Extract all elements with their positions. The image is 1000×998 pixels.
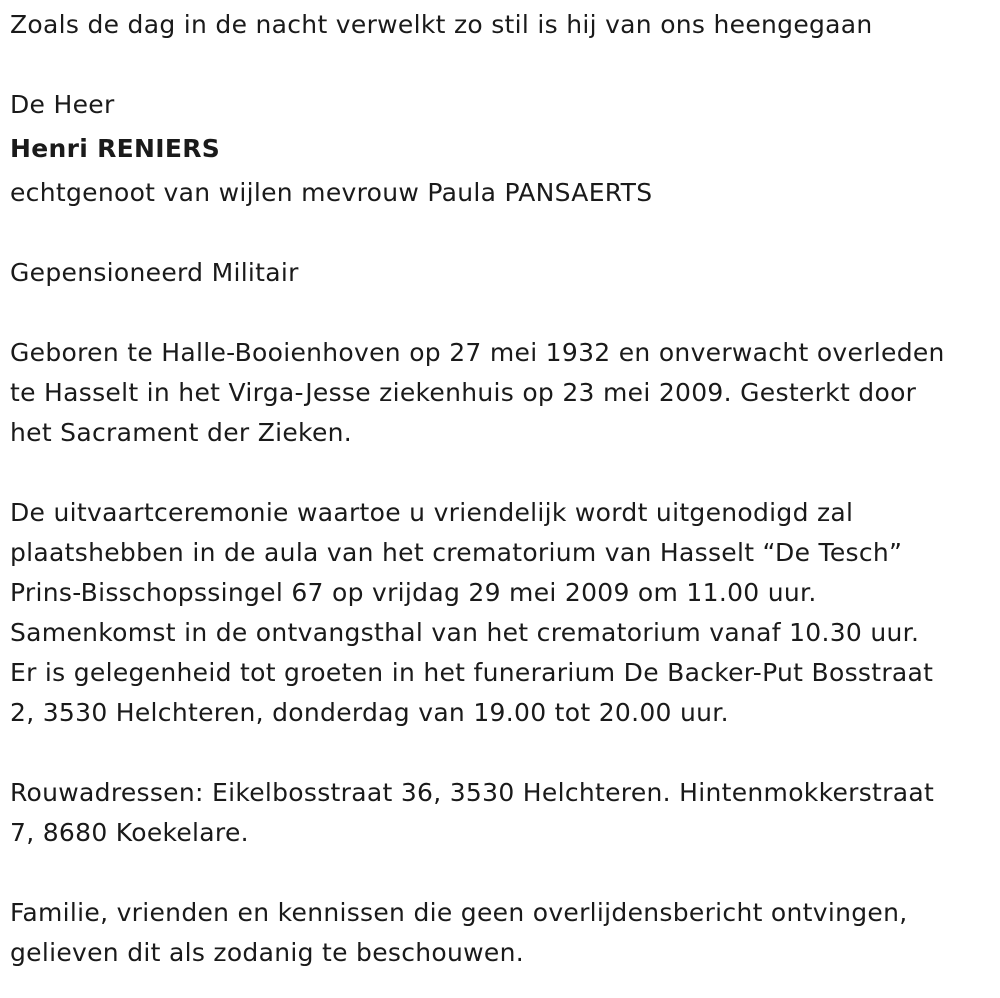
spacer bbox=[10, 733, 990, 773]
ceremony-paragraph bbox=[10, 493, 990, 733]
paragraph-line: 7, 8680 Koekelare. bbox=[10, 818, 249, 847]
paragraph-line: Geboren te Halle-Booienhoven op 27 mei 1932 en onverwacht overleden bbox=[10, 338, 945, 367]
birth-death-paragraph bbox=[10, 333, 990, 453]
profession: Gepensioneerd Militair bbox=[10, 258, 299, 287]
paragraph-line: Er is gelegenheid tot groeten in het funerarium De Backer-Put Bosstraat bbox=[10, 658, 934, 687]
spouse-line: echtgenoot van wijlen mevrouw Paula PANSAERTS bbox=[10, 178, 653, 207]
opening-line: Zoals de dag in de nacht verwelkt zo stil is hij van ons heengegaan bbox=[10, 10, 873, 39]
spacer bbox=[10, 213, 990, 253]
deceased-name: Henri RENIERS bbox=[10, 134, 221, 163]
paragraph-line: De uitvaartceremonie waartoe u vriendelijk wordt uitgenodigd zal bbox=[10, 498, 854, 527]
honorific: De Heer bbox=[10, 90, 115, 119]
paragraph-line: gelieven dit als zodanig te beschouwen. bbox=[10, 938, 524, 967]
spacer bbox=[10, 45, 990, 85]
spacer bbox=[10, 293, 990, 333]
address-paragraph bbox=[10, 773, 990, 853]
paragraph-line: plaatshebben in de aula van het crematorium van Hasselt “De Tesch” bbox=[10, 538, 903, 567]
paragraph-line: Prins-Bisschopssingel 67 op vrijdag 29 mei 2009 om 11.00 uur. bbox=[10, 578, 817, 607]
spacer bbox=[10, 853, 990, 893]
spacer bbox=[10, 453, 990, 493]
paragraph-line: Familie, vrienden en kennissen die geen overlijdensbericht ontvingen, bbox=[10, 898, 908, 927]
obituary-notice bbox=[10, 0, 990, 973]
paragraph-line: Rouwadressen: Eikelbosstraat 36, 3530 Helchteren. Hintenmokkerstraat bbox=[10, 778, 935, 807]
paragraph-line: Samenkomst in de ontvangsthal van het crematorium vanaf 10.30 uur. bbox=[10, 618, 920, 647]
paragraph-line: het Sacrament der Zieken. bbox=[10, 418, 353, 447]
paragraph-line: 2, 3530 Helchteren, donderdag van 19.00 tot 20.00 uur. bbox=[10, 698, 729, 727]
paragraph-line: te Hasselt in het Virga-Jesse ziekenhuis op 23 mei 2009. Gesterkt door bbox=[10, 378, 917, 407]
closing-paragraph bbox=[10, 893, 990, 973]
